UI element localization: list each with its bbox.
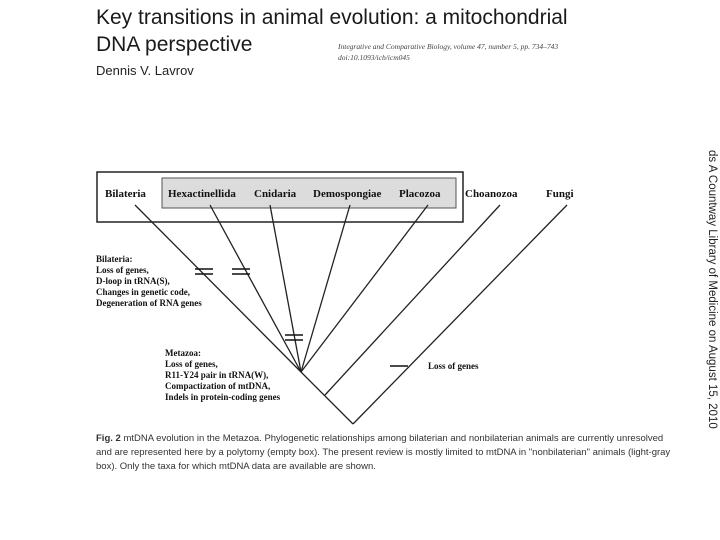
bilateria-annotation xyxy=(96,254,202,308)
caption-label: Fig. 2 xyxy=(96,433,121,444)
figure-caption xyxy=(96,432,676,474)
citation-journal: Integrative and Comparative Biology, volume 47, number 5, pp. 734–743 xyxy=(338,42,559,51)
bilateria-note-heading: Bilateria: xyxy=(96,254,133,264)
metazoa-note-heading: Metazoa: xyxy=(165,348,201,358)
paper-title-line2: DNA perspective xyxy=(96,33,253,56)
bilateria-note-line: Changes in genetic code, xyxy=(96,287,190,297)
branch-fungi xyxy=(353,205,567,424)
metazoa-note-line: Loss of genes, xyxy=(165,359,218,369)
paper-title-line1: Key transitions in animal evolution: a mitochondrial xyxy=(96,6,568,29)
metazoa-note-line: Indels in protein-coding genes xyxy=(165,392,281,402)
taxon-demospongiae: Demospongiae xyxy=(313,188,382,200)
bilateria-tick-1 xyxy=(195,269,213,274)
taxon-fungi: Fungi xyxy=(546,188,574,200)
bilateria-note-line: Loss of genes, xyxy=(96,265,149,275)
download-watermark: ds A Countway Library of Medicine on August 15, 2010 xyxy=(706,150,718,429)
metazoa-note-line: R11-Y24 pair in tRNA(W), xyxy=(165,370,269,380)
citation-doi: doi:10.1093/icb/icm045 xyxy=(338,53,410,62)
bilateria-tick-2 xyxy=(232,269,250,274)
branch-hexactinellida xyxy=(210,205,301,372)
metazoa-note-line: Compactization of mtDNA, xyxy=(165,381,271,391)
branch-cnidaria xyxy=(270,205,301,372)
metazoa-annotation xyxy=(165,348,281,402)
caption-text: mtDNA evolution in the Metazoa. Phylogenetic relationships among bilaterian and nonbilaterian animals are currently unresolved and are represented here by a polytomy (empty box). The present review is mostly limited to mtDNA in "nonbilaterian" animals (light-gray box). Only the taxa for which mtDNA data are available are shown. xyxy=(96,433,671,472)
branch-demospongiae xyxy=(301,205,350,372)
taxon-bilateria: Bilateria xyxy=(105,188,146,200)
taxon-hexactinellida: Hexactinellida xyxy=(168,188,236,200)
branch-placozoa xyxy=(301,205,428,372)
bilateria-note-line: Degeneration of RNA genes xyxy=(96,298,202,308)
bilateria-note-line: D-loop in tRNA(S), xyxy=(96,276,170,286)
branch-stem-metazoa xyxy=(301,372,353,424)
taxon-cnidaria: Cnidaria xyxy=(254,188,297,200)
taxon-placozoa: Placozoa xyxy=(399,188,441,200)
author-name: Dennis V. Lavrov xyxy=(96,63,194,78)
taxon-choanozoa: Choanozoa xyxy=(465,188,518,200)
fungi-note: Loss of genes xyxy=(428,361,479,371)
